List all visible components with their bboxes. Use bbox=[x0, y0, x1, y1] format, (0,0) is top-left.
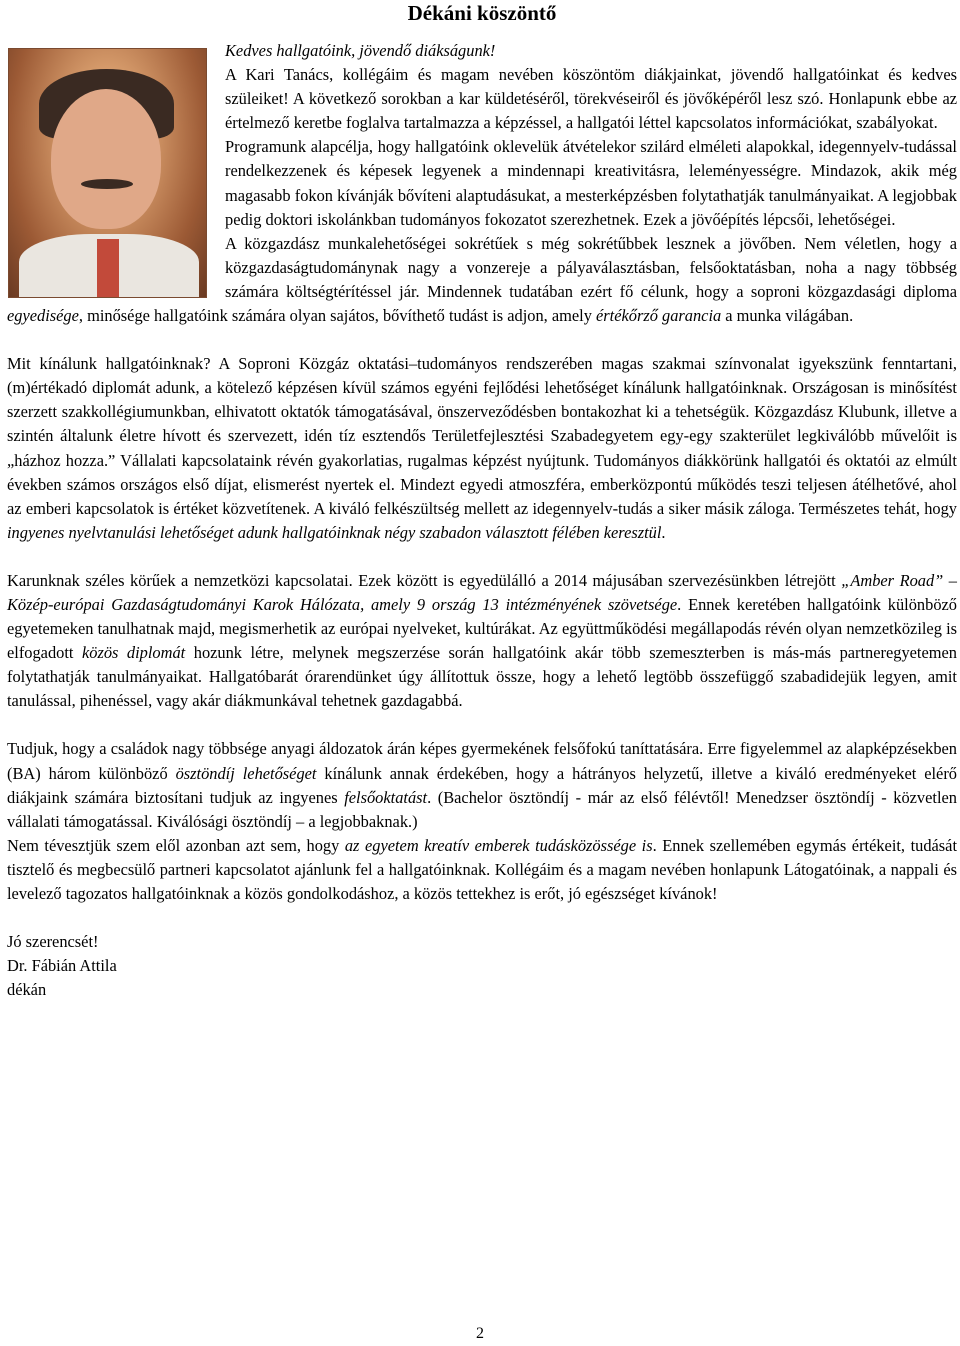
page-title: Dékáni köszöntő bbox=[407, 1, 557, 25]
intro-paragraph-2: Programunk alapcélja, hogy hallgatóink oklevelük átvételekor szilárd elméleti alapokkal, idegennyelv-tudással rendelkezzenek és képesek legyenek a mindennapi kreativitásra, leleményességre. Mindazok, akik még magasabb fokon kívánják bővíteni alaptudásukat, a mesterképzésben folytathatják tanulmányaikat. A legjobbak pedig doktori iskolánkban tudományos fokozatot szerezhetnek. Ezek a jövőépítés lépcsői, lehetőségei. bbox=[225, 137, 957, 229]
paragraph-community: Nem tévesztjük szem elől azonban azt sem, hogy az egyetem kreatív emberek tudásközössége is. Ennek szellemében egymás értékeit, tudását tisztelő és megbecsülő partneri kapcsolatot ajánlunk fel a hallgatóinknak. Kollégáim és a magam nevében honlapunk Látogatóinak, a nappali és levelező tagozatos hallgatóinknak a közös gondolkodáshoz, a közös tettekhez is erőt, jó egészséget kívánok! bbox=[7, 835, 957, 903]
signer-title: dékán bbox=[7, 980, 47, 1000]
document-page bbox=[7, 0, 957, 1002]
dean-portrait-photo bbox=[8, 48, 207, 298]
paragraph-career: A közgazdász munkalehetőségei sokrétűek s még sokrétűbbek lesznek a jövőben. Nem véletlen, hogy a közgazdaságtudománynak nagy a vonzereje a pályaválasztásban, felsőoktatásban, noha a nagy többség számára költségtérítéssel jár. Mindennek tudatában ezért fő célunk, hogy a soproni közgazdasági diploma egyedisége, minősége hallgatóink számára olyan sajátos, bővíthető tudást is adjon, amely értékőrző garancia a munka világában. bbox=[7, 233, 957, 326]
paragraph-scholarship: Tudjuk, hogy a családok nagy többsége anyagi áldozatok árán képes gyermekének felsőfokú taníttatására. Erre figyelemmel az alapképzésekben (BA) három különböző ösztöndíj lehetőséget kínálunk annak érdekében, hogy a hátrányos helyzetű, illetve a kiváló eredményeket elérő diákjaink számára biztosítani tudjuk az ingyenes felsőoktatást. (Bachelor ösztöndíj - már az első félévtől! Menedzser ösztöndíj - közvetlen vállalati támogatással. Kiválósági ösztöndíj – a legjobbaknak.) bbox=[7, 739, 957, 831]
signer-name: Dr. Fábián Attila bbox=[7, 956, 117, 976]
greeting: Kedves hallgatóink, jövendő diákságunk! bbox=[225, 41, 496, 60]
page-number: 2 bbox=[476, 1325, 484, 1342]
intro-paragraph-1: A Kari Tanács, kollégáim és magam nevében köszöntöm diákjainkat, jövendő hallgatóinkat és kedves szüleiket! A következő sorokban a kar küldetéséről, törekvéseiről és jövőképéről lesz szó. Honlapunk ebbe az értelmező keretbe foglalva tartalmazza a képzéssel, a hallgatói léttel kapcsolatos információkat, szabályokat. bbox=[225, 65, 957, 133]
paragraph-offer: Mit kínálunk hallgatóinknak? A Soproni Közgáz oktatási–tudományos rendszerében magas szakmai színvonalat igyekszünk fenntartani, (m)értékadó diplomát adunk, a kötelező képzésen kívül számos egyéni fejlődési lehetőséget kínálunk hallgatóinknak. Országosan is minősítést szerzett szakkollégiumunkban, elhivatott oktatók támogatásával, önszerveződésben bontakozhat ki a tehetségük. Közgazdász Klubunk, illetve a szintén általunk életre hívott és szervezett, idén tíz esztendős Területfejlesztési Szabadegyetem egy-egy szakterület legkiválóbb művelőit is „házhoz hozza.” Vállalati kapcsolataink révén gyakorlatias, rugalmas képzést nyújtunk. Tudományos diákkörünk hallgatói és oktatói az elmúlt években számos országos első díjat, elismerést nyertek el. Mindezt egyedi atmoszféra, emberközpontú működés teszi teljesen átélhetővé, ahol az emberi kapcsolatok is értéket közvetítenek. A kiváló felkészültség mellett az idegennyelv-tudás a siker másik záloga. Természetes tehát, hogy ingyenes nyelvtanulási lehetőséget adunk hallgatóinknak négy szabadon választott félében keresztül. bbox=[7, 354, 957, 542]
closing-line: Jó szerencsét! bbox=[7, 932, 99, 952]
paragraph-international: Karunknak széles körűek a nemzetközi kapcsolatai. Ezek között is egyedülálló a 2014 májusában szervezésünkben létrejött „Amber Road” – Közép-európai Gazdaságtudományi Karok Hálózata, amely 9 ország 13 intézményének szövetsége. Ennek keretében hallgatóink különböző egyetemeken tanulhatnak majd, megismerhetik az európai nyelveket, kultúrákat. Az együttműködési megállapodás révén olyan nemzetközileg is elfogadott közös diplomát hozunk létre, melynek megszerzése során hallgatóink akár több szemeszterben is más-más partneregyetemen folytathatják tanulmányaikat. Hallgatóbarát órarendünket úgy állítottuk össze, hogy a lehető legtöbb összefüggő szabadidejük legyen, amit tanulással, pihenéssel, vagy akár diákmunkával tehetnek gazdagabbá. bbox=[7, 570, 958, 711]
